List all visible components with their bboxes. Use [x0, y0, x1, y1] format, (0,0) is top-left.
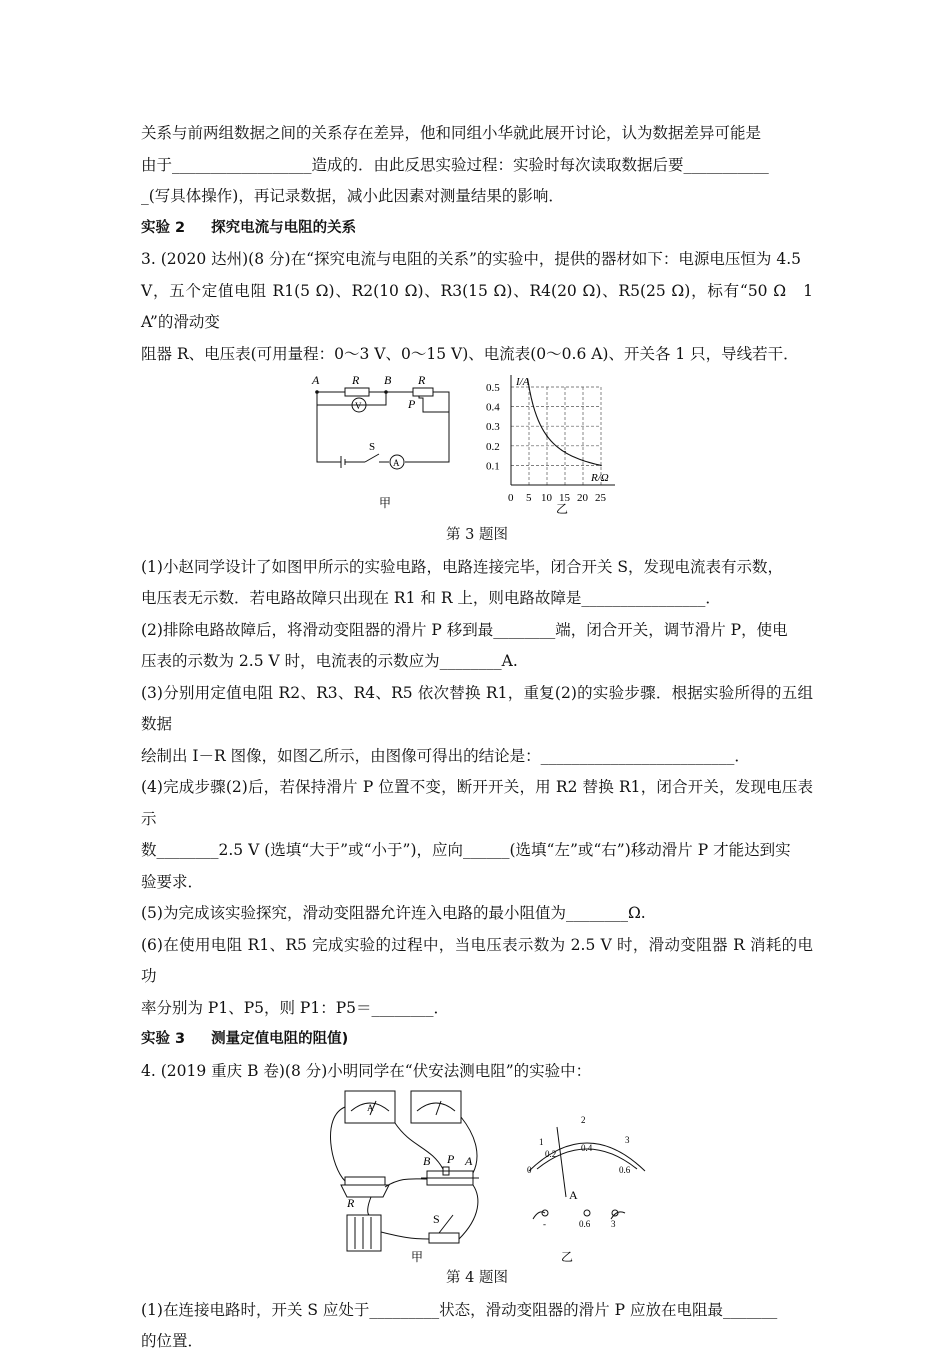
x-tick-label: 25 — [595, 492, 606, 504]
x-tick-label: 0 — [508, 492, 514, 504]
label-yi: 乙 — [556, 502, 569, 516]
question-part: 数________2.5 V (选填“大于”或“小于”)，应向______(选填“左”或“右”)移动滑片 P 才能达到实 — [141, 841, 791, 859]
y-tick-label: 0.4 — [486, 401, 500, 414]
text-line: 关系与前两组数据之间的关系存在差异，他和同组小华就此展开讨论，认为数据差异可能是 — [141, 124, 762, 142]
question-part: 验要求． — [141, 872, 204, 891]
label-p: P — [447, 1152, 455, 1166]
question-part: (3)分别用定值电阻 R2、R3、R4、R5 依次替换 R1，重复(2)的实验步骤．根据实验所得的五组数据 — [141, 683, 813, 733]
data-point — [564, 451, 566, 453]
text-line: _(写具体操作)，再记录数据，减小此因素对测量结果的影响． — [141, 187, 564, 205]
ammeter-label: A — [569, 1188, 578, 1202]
figure-q4-svg — [141, 1087, 813, 1263]
section-heading — [141, 1024, 813, 1056]
label-r2: R — [418, 373, 426, 387]
y-tick-label: 0.5 — [486, 382, 500, 394]
question-intro: 阻器 R、电压表(可用量程：0～3 V、0～15 V)、电流表(0～0.6 A)、开关各 1 只，导线若干． — [141, 344, 799, 363]
question-intro: 4. (2019 重庆 B 卷)(8 分)小明同学在“伏安法测电阻”的实验中： — [141, 1061, 592, 1080]
label-a: A — [465, 1154, 473, 1168]
junction-a — [315, 390, 319, 394]
apparatus-drawing — [331, 1091, 645, 1251]
x-tick-label: 20 — [577, 492, 588, 504]
question-part: 电压表无示数．若电路故障只出现在 R1 和 R 上，则电路故障是________________． — [141, 589, 721, 607]
tick-02: 0.2 — [545, 1149, 557, 1159]
label-p: P — [408, 397, 416, 411]
label-a: A — [312, 373, 320, 387]
label-s: S — [369, 441, 376, 453]
question-intro: 3. (2020 达州)(8 分)在“探究电流与电阻的关系”的实验中，提供的器材如下：电源电压恒为 4.5 — [141, 250, 801, 268]
question-part: 压表的示数为 2.5 V 时，电流表的示数应为________A. — [141, 652, 518, 670]
question-intro: V，五个定值电阻 R1(5 Ω)、R2(10 Ω)、R3(15 Ω)、R4(20 Ω)、R5(25 Ω)，标有“50 Ω 1 A”的滑动变 — [141, 281, 813, 331]
y-tick-label: 0.1 — [486, 460, 500, 473]
figure-q3-svg — [141, 370, 813, 520]
tick-04: 0.4 — [581, 1143, 593, 1153]
voltmeter-symbol: V — [355, 401, 362, 411]
section-title: 探究电流与电阻的关系 — [211, 219, 357, 236]
y-tick-label: 0.3 — [486, 421, 500, 434]
x-axis-label: R/Ω — [591, 472, 609, 484]
section-title: 测量定值电阻的阻值) — [211, 1031, 349, 1047]
question-part: (6)在使用电阻 R1、R5 完成实验的过程中，当电压表示数为 2.5 V 时，滑动变阻器 R 消耗的电功 — [141, 935, 813, 985]
label-jia: 甲 — [411, 1250, 424, 1263]
label-s: S — [433, 1212, 440, 1226]
figure-q3 — [141, 370, 813, 520]
terminal-06 — [584, 1210, 590, 1216]
junction-b — [384, 390, 388, 394]
data-point — [546, 435, 548, 437]
question-part: (4)完成步骤(2)后，若保持滑片 P 位置不变，断开开关，用 R2 替换 R1，闭合开关，发现电压表示 — [141, 778, 813, 828]
question-part: (1)在连接电路时，开关 S 应处于_________状态，滑动变阻器的滑片 P 应放在电阻最_______ — [141, 1300, 778, 1319]
label-r1: R — [352, 373, 360, 387]
section-label: 实验 3 — [141, 1031, 186, 1047]
page-content — [141, 118, 813, 1358]
label-b: B — [384, 373, 392, 387]
section-label: 实验 2 — [141, 219, 186, 236]
figure-q4 — [141, 1087, 813, 1263]
ammeter-symbol: A — [393, 458, 400, 468]
x-tick-label: 5 — [526, 492, 532, 504]
tick-3: 3 — [625, 1135, 630, 1145]
chart-i-r — [486, 375, 615, 504]
question-part: (2)排除电路故障后，将滑动变阻器的滑片 P 移到最________端，闭合开关，调节滑片 P，使电 — [141, 620, 788, 639]
question-part: 的位置． — [141, 1332, 204, 1350]
figure-caption: 第 3 题图 — [446, 527, 508, 543]
x-tick-label: 10 — [541, 492, 552, 504]
x-tick-label: 15 — [559, 492, 570, 504]
y-axis-label: I/A — [516, 376, 530, 388]
question-part: 绘制出 I－R 图像，如图乙所示，由图像可得出的结论是：_________________________． — [141, 746, 750, 765]
tick-0: 0 — [527, 1165, 532, 1175]
terminal-minus-label: - — [543, 1219, 546, 1229]
section-heading — [141, 213, 813, 245]
label-jia: 甲 — [379, 496, 392, 510]
circuit-diagram — [317, 388, 449, 469]
label-yi: 乙 — [561, 1250, 574, 1263]
question-part: (5)为完成该实验探究，滑动变阻器允许连入电路的最小阻值为________Ω. — [141, 904, 646, 922]
data-point — [582, 460, 584, 462]
tick-06: 0.6 — [619, 1165, 631, 1175]
terminal-06-label: 0.6 — [579, 1219, 591, 1229]
figure-caption: 第 4 题图 — [446, 1270, 508, 1286]
voltmeter-face: A — [367, 1103, 374, 1113]
data-point — [600, 465, 602, 467]
text-line: 由于__________________造成的．由此反思实验过程：实验时每次读取数据后要___________ — [141, 155, 769, 174]
y-tick-label: 0.2 — [486, 440, 500, 453]
tick-2: 2 — [581, 1115, 586, 1125]
label-b: B — [423, 1154, 431, 1168]
question-part: 率分别为 P1、P5，则 P1：P5＝________． — [141, 998, 450, 1017]
series-line — [528, 378, 602, 465]
tick-1: 1 — [539, 1137, 544, 1147]
question-part: (1)小赵同学设计了如图甲所示的实验电路，电路连接完毕，闭合开关 S，发现电流表有示数， — [141, 557, 784, 576]
label-r: R — [347, 1196, 355, 1210]
terminal-3-label: 3 — [611, 1219, 616, 1229]
